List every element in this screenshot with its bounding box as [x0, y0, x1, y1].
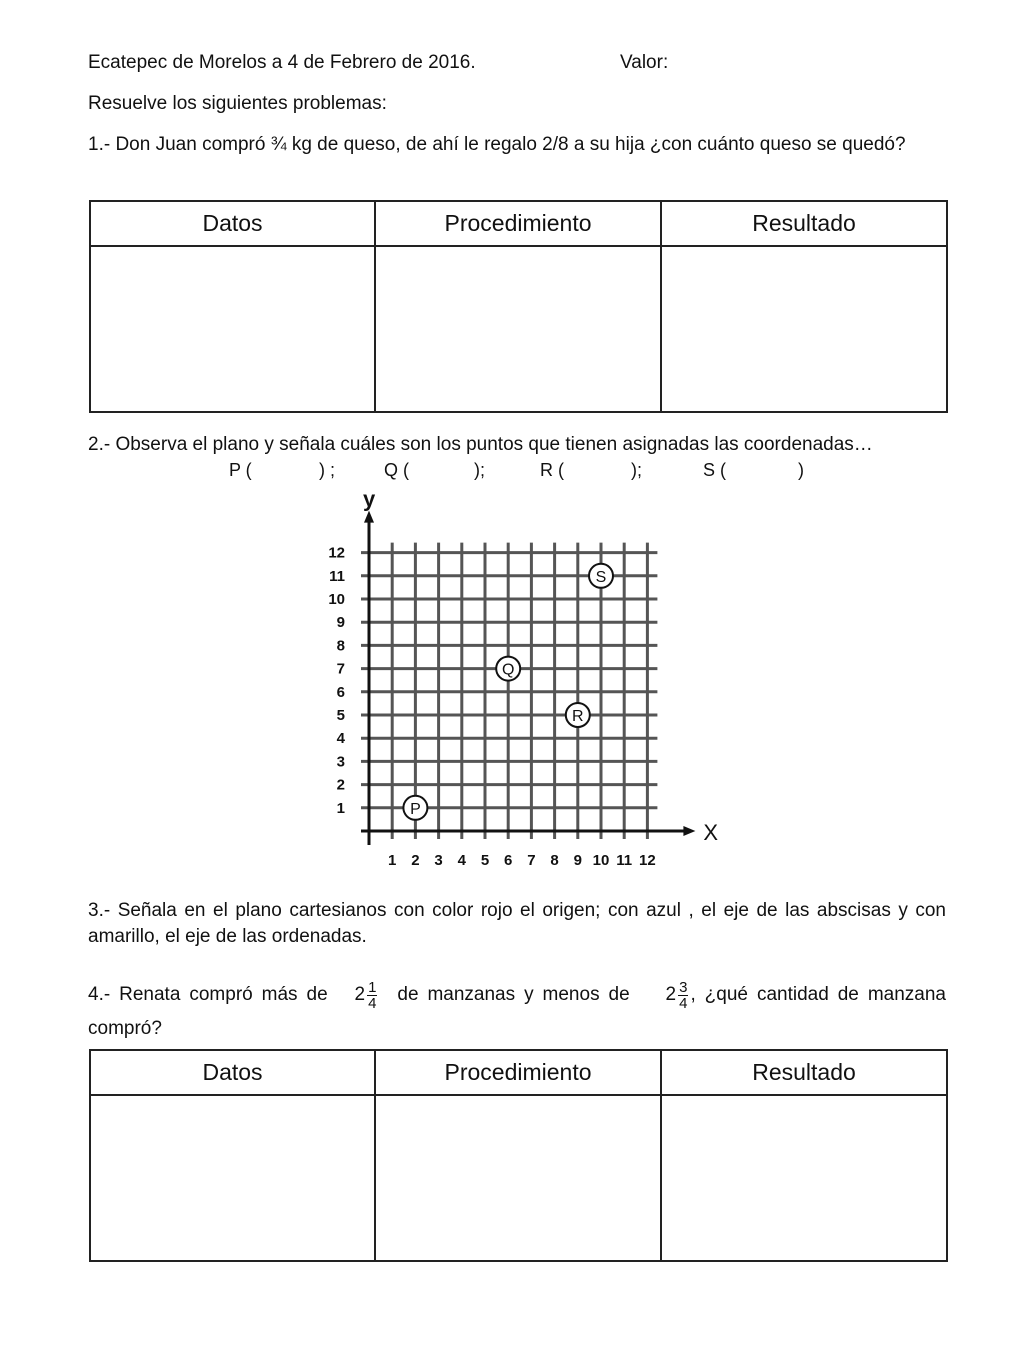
- header-resultado: Resultado: [661, 201, 947, 246]
- coord-r-close: );: [631, 460, 642, 480]
- x-tick-label: 7: [527, 852, 536, 869]
- y-axis-label: y: [363, 486, 376, 512]
- value-label: Valor:: [620, 52, 669, 73]
- y-tick-label: 1: [336, 799, 345, 817]
- cell-datos[interactable]: [90, 246, 375, 412]
- y-tick-label: 3: [336, 753, 345, 771]
- x-tick-label: 6: [504, 852, 513, 869]
- answer-table-1: [89, 200, 948, 413]
- cell-resultado[interactable]: [661, 246, 947, 412]
- x-tick-label: 2: [411, 852, 420, 869]
- y-tick-label: 7: [336, 660, 345, 678]
- cell-resultado[interactable]: [661, 1095, 947, 1261]
- cartesian-plane: [300, 485, 720, 875]
- y-tick-label: 5: [336, 707, 345, 724]
- header-procedimiento: Procedimiento: [375, 1050, 661, 1095]
- header-resultado: Resultado: [661, 1050, 947, 1095]
- x-tick-label: 11: [616, 852, 633, 869]
- cell-procedimiento[interactable]: [375, 1095, 661, 1261]
- point-label-q: Q: [501, 661, 515, 679]
- coord-p-close: ) ;: [319, 460, 335, 480]
- x-axis-label: X: [703, 820, 719, 845]
- coord-q-open: Q (: [384, 460, 409, 480]
- x-tick-label: 5: [480, 852, 490, 869]
- problem-4-text: [88, 978, 946, 1046]
- x-axis-arrow: [683, 826, 695, 836]
- point-label-s: S: [595, 568, 607, 586]
- header-datos: Datos: [90, 201, 375, 246]
- y-tick-label: 12: [328, 544, 345, 562]
- x-tick-label: 1: [388, 852, 397, 869]
- coord-q-close: );: [474, 460, 485, 480]
- coord-p-open: P (: [229, 460, 252, 480]
- y-tick-label: 10: [328, 591, 345, 608]
- problem-1-text: 1.- Don Juan compró ¾ kg de queso, de ahí le regalo 2/8 a su hija ¿con cuánto queso se quedó?: [88, 134, 906, 155]
- coord-s-close: ): [798, 460, 804, 480]
- coord-r-open: R (: [540, 460, 564, 480]
- x-tick-label: 3: [434, 852, 443, 869]
- mixed-fraction-2: 2 $\frac{3}{4}$: [665, 978, 688, 1012]
- y-tick-label: 2: [336, 776, 345, 794]
- place-date: Ecatepec de Morelos a 4 de Febrero de 2016.: [88, 52, 476, 73]
- header-datos: Datos: [90, 1050, 375, 1095]
- y-tick-label: 8: [336, 637, 345, 655]
- y-tick-label: 9: [336, 614, 345, 632]
- x-tick-label: 4: [457, 852, 466, 869]
- problem-4-suffix: , ¿qué cantidad de manzana compró?: [88, 984, 946, 1040]
- answer-table-2: [89, 1049, 948, 1262]
- y-tick-label: 6: [336, 683, 345, 701]
- x-tick-label: 9: [573, 852, 582, 869]
- point-label-r: R: [572, 708, 584, 725]
- problem-4-middle: de manzanas y menos de: [397, 984, 630, 1006]
- x-tick-label: 10: [592, 852, 610, 869]
- x-tick-label: 12: [639, 852, 656, 869]
- coord-s-open: S (: [703, 460, 727, 480]
- header-procedimiento: Procedimiento: [375, 201, 661, 246]
- cell-datos[interactable]: [90, 1095, 375, 1261]
- y-axis-arrow: [364, 511, 374, 523]
- x-tick-label: 8: [550, 852, 559, 869]
- cell-procedimiento[interactable]: [375, 246, 661, 412]
- instructions: Resuelve los siguientes problemas:: [88, 93, 387, 114]
- mixed-fraction-1: 2 $\frac{1}{4}$: [354, 978, 377, 1012]
- coordinate-blanks: [0, 460, 1024, 486]
- point-label-p: P: [410, 800, 421, 818]
- y-tick-label: 4: [336, 730, 345, 748]
- y-tick-label: 11: [329, 567, 345, 585]
- problem-2-text: 2.- Observa el plano y señala cuáles son los puntos que tienen asignadas las coordenadas…: [88, 434, 873, 455]
- problem-4-prefix: 4.- Renata compró más de: [88, 984, 328, 1006]
- problem-3-text: 3.- Señala en el plano cartesianos con color rojo el origen; con azul , el eje de las abscisas y con amarillo, el eje de las ordenadas.: [88, 900, 946, 947]
